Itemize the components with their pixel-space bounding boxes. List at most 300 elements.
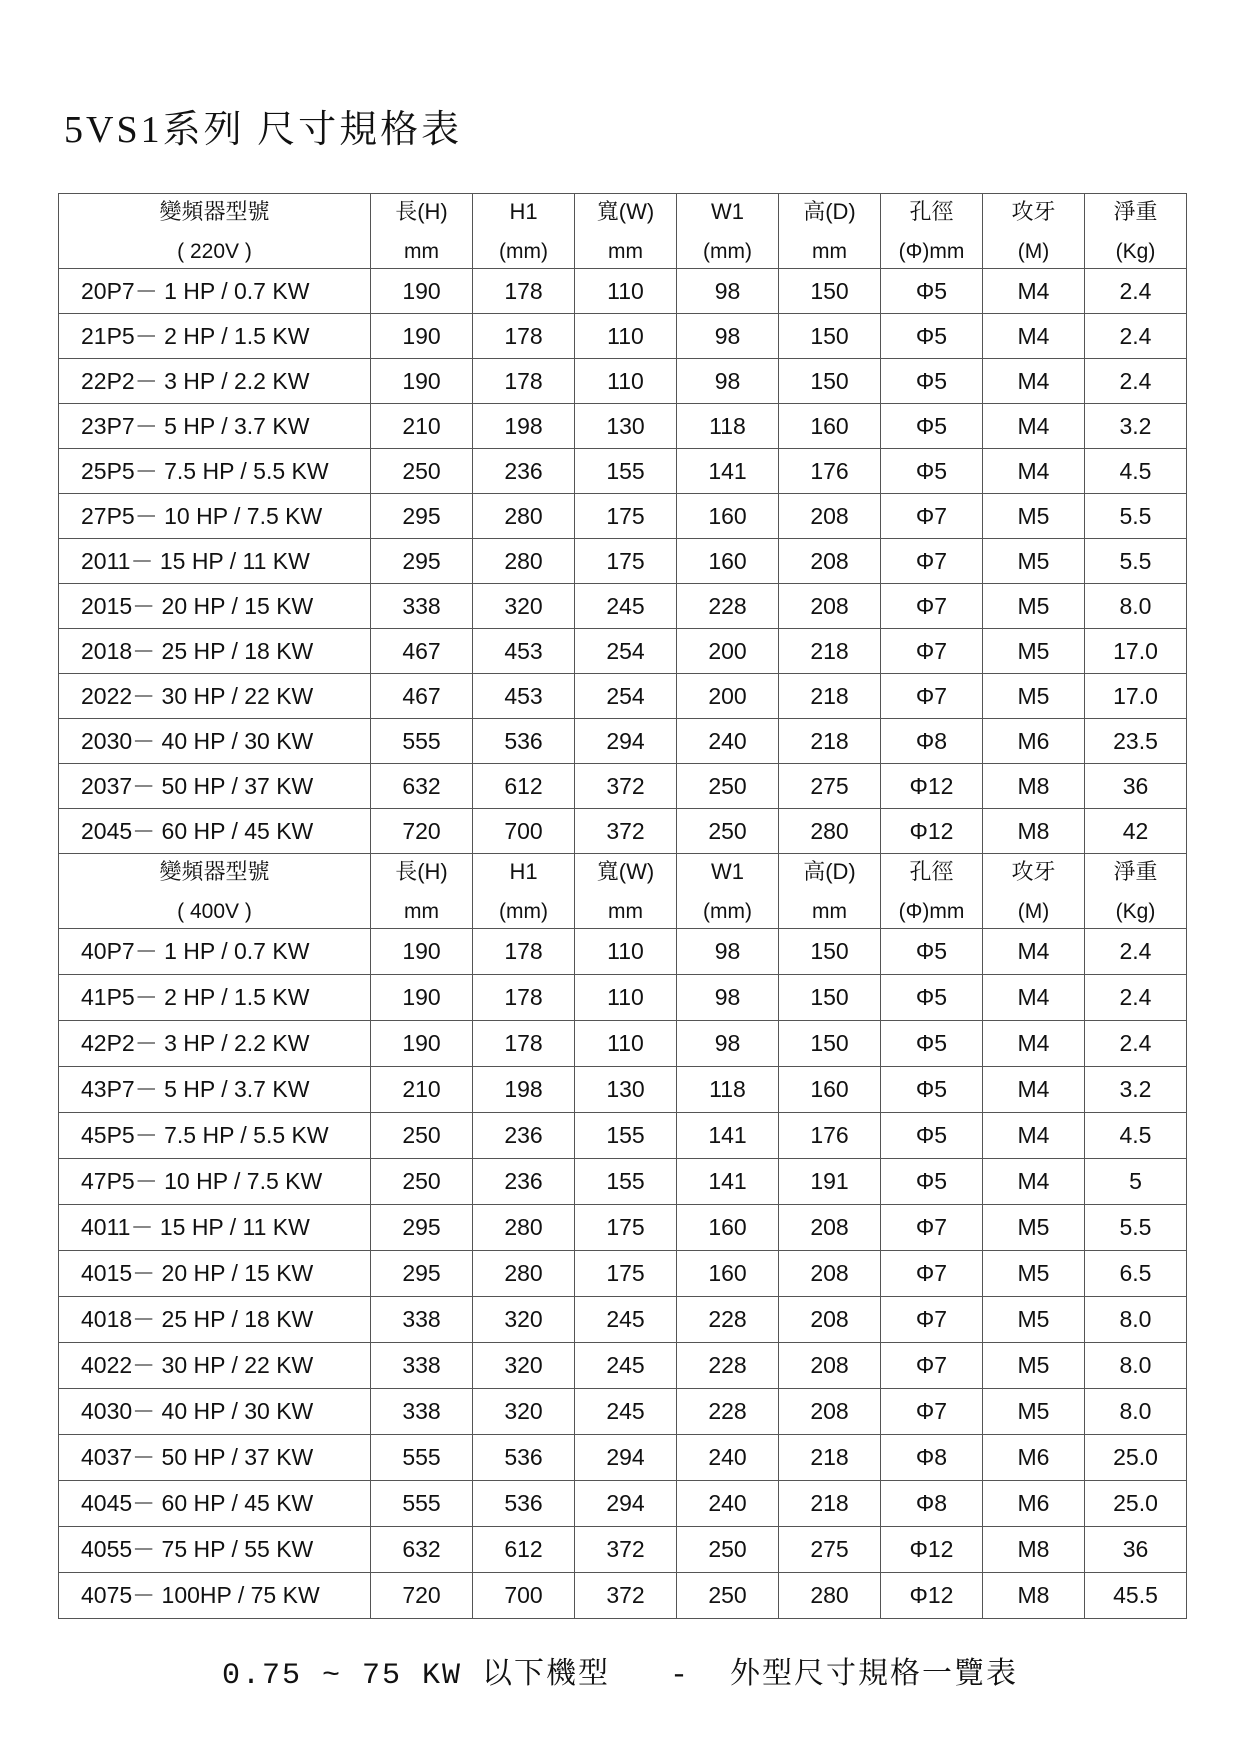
value-cell: 236 [473,449,575,494]
value-cell: 453 [473,629,575,674]
header-unit: (Kg) [1115,899,1156,923]
value-cell: 8.0 [1085,584,1187,629]
value-cell: 98 [677,929,779,975]
value-cell: 208 [779,1297,881,1343]
value-cell: M4 [983,975,1085,1021]
value-cell: 5.5 [1085,494,1187,539]
header-row-220v [59,194,1187,269]
value-cell: 250 [677,764,779,809]
header-cell [881,854,983,929]
value-cell: 98 [677,975,779,1021]
header-cell [677,194,779,269]
model-cell: 40P7－ 1 HP / 0.7 KW [59,929,371,975]
value-cell: Φ7 [881,629,983,674]
value-cell: Φ5 [881,1067,983,1113]
value-cell: 536 [473,1481,575,1527]
header-label: H1 [509,198,538,224]
header-cell [1085,194,1187,269]
value-cell: 275 [779,1527,881,1573]
header-cell [473,854,575,929]
value-cell: 218 [779,1435,881,1481]
model-cell: 4011－ 15 HP / 11 KW [59,1205,371,1251]
value-cell: 555 [371,1435,473,1481]
model-cell: 4022－ 30 HP / 22 KW [59,1343,371,1389]
value-cell: Φ5 [881,404,983,449]
model-cell: 4045－ 60 HP / 45 KW [59,1481,371,1527]
value-cell: 338 [371,1389,473,1435]
value-cell: 295 [371,1205,473,1251]
value-cell: 228 [677,584,779,629]
value-cell: 372 [575,764,677,809]
value-cell: 280 [473,494,575,539]
value-cell: 210 [371,404,473,449]
value-cell: 150 [779,1021,881,1067]
value-cell: 372 [575,1573,677,1619]
value-cell: 160 [677,494,779,539]
header-unit: (M) [1017,899,1050,923]
table-row [59,674,1187,719]
value-cell: 4.5 [1085,1113,1187,1159]
value-cell: M4 [983,929,1085,975]
value-cell: M8 [983,1527,1085,1573]
value-cell: 155 [575,1113,677,1159]
value-cell: 2.4 [1085,359,1187,404]
value-cell: M4 [983,1159,1085,1205]
header-label: H1 [509,858,538,884]
value-cell: 200 [677,674,779,719]
header-unit: mm [812,899,847,923]
value-cell: 208 [779,494,881,539]
table-row [59,975,1187,1021]
value-cell: 555 [371,719,473,764]
value-cell: M5 [983,629,1085,674]
value-cell: 250 [371,1159,473,1205]
value-cell: M6 [983,1435,1085,1481]
value-cell: M4 [983,1067,1085,1113]
value-cell: 150 [779,929,881,975]
value-cell: 155 [575,449,677,494]
value-cell: Φ8 [881,1435,983,1481]
value-cell: Φ5 [881,449,983,494]
value-cell: 295 [371,1251,473,1297]
header-label: 高(D) [803,198,856,224]
header-label: 攻牙 [1011,858,1056,884]
model-cell: 4055－ 75 HP / 55 KW [59,1527,371,1573]
value-cell: 338 [371,584,473,629]
value-cell: 110 [575,975,677,1021]
table-row [59,1159,1187,1205]
model-cell: 23P7－ 5 HP / 3.7 KW [59,404,371,449]
value-cell: 3.2 [1085,404,1187,449]
model-cell: 2015－ 20 HP / 15 KW [59,584,371,629]
header-unit: mm [404,239,439,263]
model-cell: 4037－ 50 HP / 37 KW [59,1435,371,1481]
value-cell: 372 [575,809,677,854]
value-cell: 118 [677,404,779,449]
table-row [59,1113,1187,1159]
footer-caption: 0.75 ~ 75 KW 以下機型 - 外型尺寸規格一覽表 [221,1659,1019,1693]
model-cell: 27P5－ 10 HP / 7.5 KW [59,494,371,539]
value-cell: 280 [473,1251,575,1297]
table-row [59,1205,1187,1251]
value-cell: 245 [575,584,677,629]
value-cell: 2.4 [1085,975,1187,1021]
value-cell: 8.0 [1085,1297,1187,1343]
value-cell: 190 [371,314,473,359]
value-cell: 467 [371,674,473,719]
value-cell: 612 [473,764,575,809]
value-cell: Φ7 [881,674,983,719]
value-cell: 36 [1085,764,1187,809]
value-cell: 320 [473,1297,575,1343]
value-cell: 190 [371,269,473,314]
header-unit: mm [812,239,847,263]
value-cell: 320 [473,1389,575,1435]
table-row [59,1021,1187,1067]
value-cell: 42 [1085,809,1187,854]
value-cell: Φ12 [881,809,983,854]
value-cell: 45.5 [1085,1573,1187,1619]
value-cell: 240 [677,1481,779,1527]
value-cell: 130 [575,1067,677,1113]
value-cell: 110 [575,359,677,404]
value-cell: 178 [473,975,575,1021]
value-cell: 178 [473,269,575,314]
value-cell: 150 [779,975,881,1021]
value-cell: 160 [779,404,881,449]
value-cell: 25.0 [1085,1481,1187,1527]
value-cell: 453 [473,674,575,719]
header-cell [677,854,779,929]
header-label: 變頻器型號 [159,858,270,884]
header-label: 高(D) [803,858,856,884]
page-title: 5VS1系列 尺寸規格表 [64,109,463,151]
value-cell: 160 [677,1251,779,1297]
value-cell: 17.0 [1085,674,1187,719]
value-cell: 110 [575,269,677,314]
value-cell: 3.2 [1085,1067,1187,1113]
value-cell: 280 [779,809,881,854]
value-cell: 295 [371,539,473,584]
model-cell: 47P5－ 10 HP / 7.5 KW [59,1159,371,1205]
value-cell: M4 [983,1021,1085,1067]
value-cell: 536 [473,719,575,764]
model-cell: 4018－ 25 HP / 18 KW [59,1297,371,1343]
value-cell: Φ8 [881,1481,983,1527]
header-label: W1 [711,858,744,884]
table-row [59,1573,1187,1619]
value-cell: 150 [779,314,881,359]
table-row [59,809,1187,854]
value-cell: 208 [779,1343,881,1389]
value-cell: M8 [983,1573,1085,1619]
header-label: 孔徑 [909,858,954,884]
value-cell: Φ7 [881,1297,983,1343]
value-cell: 632 [371,1527,473,1573]
value-cell: 191 [779,1159,881,1205]
value-cell: Φ5 [881,314,983,359]
value-cell: 190 [371,1021,473,1067]
value-cell: 2.4 [1085,1021,1187,1067]
model-cell: 2045－ 60 HP / 45 KW [59,809,371,854]
value-cell: 190 [371,929,473,975]
model-cell: 2011－ 15 HP / 11 KW [59,539,371,584]
table-row [59,1481,1187,1527]
value-cell: 208 [779,1389,881,1435]
value-cell: 118 [677,1067,779,1113]
value-cell: M5 [983,1389,1085,1435]
value-cell: 160 [677,1205,779,1251]
value-cell: M4 [983,359,1085,404]
value-cell: 250 [371,1113,473,1159]
value-cell: 178 [473,1021,575,1067]
value-cell: 98 [677,359,779,404]
value-cell: 245 [575,1389,677,1435]
value-cell: M5 [983,1251,1085,1297]
value-cell: Φ12 [881,764,983,809]
value-cell: 110 [575,314,677,359]
model-cell: 2037－ 50 HP / 37 KW [59,764,371,809]
value-cell: 110 [575,1021,677,1067]
model-cell: 4030－ 40 HP / 30 KW [59,1389,371,1435]
header-cell [59,194,371,269]
value-cell: M5 [983,584,1085,629]
value-cell: 5 [1085,1159,1187,1205]
header-unit: ( 400V ) [177,899,252,923]
value-cell: 338 [371,1297,473,1343]
value-cell: 228 [677,1389,779,1435]
value-cell: 175 [575,1205,677,1251]
value-cell: M8 [983,809,1085,854]
value-cell: 632 [371,764,473,809]
value-cell: 254 [575,674,677,719]
model-cell: 2030－ 40 HP / 30 KW [59,719,371,764]
value-cell: 280 [473,1205,575,1251]
value-cell: 8.0 [1085,1343,1187,1389]
value-cell: 198 [473,1067,575,1113]
value-cell: 190 [371,359,473,404]
value-cell: Φ5 [881,1021,983,1067]
table-row [59,584,1187,629]
table-row [59,1297,1187,1343]
value-cell: 178 [473,929,575,975]
value-cell: M5 [983,539,1085,584]
table-row [59,1067,1187,1113]
value-cell: 720 [371,1573,473,1619]
value-cell: 5.5 [1085,539,1187,584]
value-cell: 218 [779,629,881,674]
value-cell: 210 [371,1067,473,1113]
value-cell: 218 [779,1481,881,1527]
header-label: 變頻器型號 [159,198,270,224]
table-row [59,929,1187,975]
dimension-spec-table [58,193,1187,1619]
model-cell: 2022－ 30 HP / 22 KW [59,674,371,719]
value-cell: Φ5 [881,975,983,1021]
value-cell: 275 [779,764,881,809]
value-cell: 175 [575,494,677,539]
value-cell: 280 [473,539,575,584]
value-cell: Φ5 [881,929,983,975]
value-cell: 8.0 [1085,1389,1187,1435]
value-cell: 198 [473,404,575,449]
table-row [59,1251,1187,1297]
value-cell: 150 [779,359,881,404]
value-cell: Φ8 [881,719,983,764]
table-row [59,764,1187,809]
header-label: 寬(W) [596,858,655,884]
value-cell: 320 [473,584,575,629]
table-row [59,1389,1187,1435]
value-cell: M4 [983,1113,1085,1159]
model-cell: 21P5－ 2 HP / 1.5 KW [59,314,371,359]
value-cell: 245 [575,1343,677,1389]
header-cell [473,194,575,269]
value-cell: 208 [779,1205,881,1251]
header-cell [983,854,1085,929]
header-cell [1085,854,1187,929]
value-cell: 700 [473,809,575,854]
value-cell: Φ5 [881,269,983,314]
header-unit: (mm) [499,899,548,923]
value-cell: 2.4 [1085,269,1187,314]
value-cell: 700 [473,1573,575,1619]
value-cell: Φ7 [881,539,983,584]
value-cell: Φ7 [881,1251,983,1297]
value-cell: 208 [779,1251,881,1297]
value-cell: 372 [575,1527,677,1573]
value-cell: 228 [677,1343,779,1389]
header-label: 攻牙 [1011,198,1056,224]
value-cell: 155 [575,1159,677,1205]
header-cell [371,854,473,929]
header-unit: (Φ)mm [898,239,965,263]
table-row [59,269,1187,314]
value-cell: Φ5 [881,359,983,404]
model-cell: 45P5－ 7.5 HP / 5.5 KW [59,1113,371,1159]
value-cell: 2.4 [1085,929,1187,975]
value-cell: 250 [677,809,779,854]
value-cell: M5 [983,674,1085,719]
value-cell: 110 [575,929,677,975]
value-cell: 141 [677,1159,779,1205]
value-cell: 150 [779,269,881,314]
header-label: 長(H) [395,198,448,224]
header-cell [779,854,881,929]
header-cell [779,194,881,269]
value-cell: 240 [677,719,779,764]
value-cell: 250 [677,1527,779,1573]
value-cell: M5 [983,1205,1085,1251]
table-row [59,719,1187,764]
value-cell: 178 [473,359,575,404]
value-cell: 200 [677,629,779,674]
model-cell: 22P2－ 3 HP / 2.2 KW [59,359,371,404]
value-cell: 294 [575,1481,677,1527]
table-row [59,1343,1187,1389]
value-cell: 467 [371,629,473,674]
value-cell: Φ7 [881,1205,983,1251]
value-cell: M6 [983,1481,1085,1527]
value-cell: 130 [575,404,677,449]
value-cell: M5 [983,494,1085,539]
value-cell: 245 [575,1297,677,1343]
header-label: 淨重 [1113,858,1158,884]
value-cell: 160 [779,1067,881,1113]
value-cell: 141 [677,1113,779,1159]
header-label: 長(H) [395,858,448,884]
header-unit: ( 220V ) [177,239,252,263]
value-cell: 190 [371,975,473,1021]
value-cell: 294 [575,1435,677,1481]
value-cell: 720 [371,809,473,854]
model-cell: 43P7－ 5 HP / 3.7 KW [59,1067,371,1113]
header-cell [371,194,473,269]
header-unit: (mm) [703,899,752,923]
value-cell: 175 [575,539,677,584]
header-unit: mm [404,899,439,923]
value-cell: 250 [677,1573,779,1619]
value-cell: 612 [473,1527,575,1573]
value-cell: M4 [983,404,1085,449]
value-cell: M5 [983,1343,1085,1389]
table-row [59,404,1187,449]
model-cell: 25P5－ 7.5 HP / 5.5 KW [59,449,371,494]
value-cell: Φ5 [881,1159,983,1205]
value-cell: 176 [779,1113,881,1159]
value-cell: 175 [575,1251,677,1297]
value-cell: 320 [473,1343,575,1389]
value-cell: 295 [371,494,473,539]
header-unit: (Φ)mm [898,899,965,923]
value-cell: 250 [371,449,473,494]
value-cell: 160 [677,539,779,584]
value-cell: Φ7 [881,584,983,629]
header-row-400v [59,854,1187,929]
value-cell: 208 [779,539,881,584]
value-cell: 228 [677,1297,779,1343]
table-row [59,359,1187,404]
value-cell: Φ7 [881,494,983,539]
header-cell [983,194,1085,269]
value-cell: 555 [371,1481,473,1527]
value-cell: 36 [1085,1527,1187,1573]
value-cell: 25.0 [1085,1435,1187,1481]
table-row [59,1527,1187,1573]
header-unit: (mm) [499,239,548,263]
model-cell: 4015－ 20 HP / 15 KW [59,1251,371,1297]
value-cell: M4 [983,449,1085,494]
value-cell: 178 [473,314,575,359]
table-row [59,629,1187,674]
model-cell: 20P7－ 1 HP / 0.7 KW [59,269,371,314]
value-cell: 240 [677,1435,779,1481]
value-cell: M6 [983,719,1085,764]
value-cell: Φ7 [881,1389,983,1435]
header-unit: mm [608,239,643,263]
value-cell: 141 [677,449,779,494]
value-cell: 236 [473,1159,575,1205]
header-label: 寬(W) [596,198,655,224]
value-cell: Φ12 [881,1573,983,1619]
value-cell: 17.0 [1085,629,1187,674]
model-cell: 42P2－ 3 HP / 2.2 KW [59,1021,371,1067]
header-unit: (mm) [703,239,752,263]
value-cell: Φ12 [881,1527,983,1573]
value-cell: 218 [779,674,881,719]
header-label: 孔徑 [909,198,954,224]
header-unit: (Kg) [1115,239,1156,263]
